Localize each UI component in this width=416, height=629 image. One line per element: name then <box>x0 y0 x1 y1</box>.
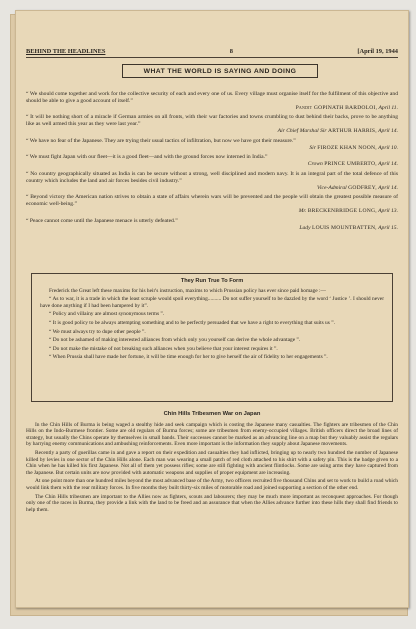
quote-attribution <box>26 185 398 192</box>
attribution-prefix: Sir <box>309 144 316 151</box>
section-title: WHAT THE WORLD IS SAYING AND DOING <box>143 67 297 75</box>
quote-date: April 13. <box>378 207 398 214</box>
quote-item <box>26 114 398 134</box>
quote-text: “ No country geographically situated as India is can be secure without a strong, well disciplined and modern navy. It is an integral part of the total defence of this country which includes the land and air forces besides civil industry.” <box>26 170 398 184</box>
article-paragraph: The Chin Hills tribesmen are important to the Allies now as fighters, scouts and labourers; they may be much more important as reconquest approaches. For though only one of the races in Burma, they provide a link with the land to be freed and an assurance that when the Allies advance further into these hills they shall find friends to help them. <box>26 493 398 513</box>
quote-attribution <box>26 161 398 168</box>
speaker-name: GODFREY, <box>348 184 377 191</box>
boxed-feature <box>31 273 393 402</box>
publication-title: BEHIND THE HEADLINES <box>26 48 106 55</box>
maxim: “ Do not make the mistake of not breaking such alliances when you believe that your interest requires it ”. <box>49 345 278 352</box>
maxim: “ When Prussia shall have made her fortune, it will be time enough for her to give herself the air of fidelity to her engagements ”. <box>49 354 328 361</box>
maxim: “ Policy and villainy are almost synonymous terms ”. <box>49 311 165 318</box>
quote-text: “ It will be nothing short of a miracle if German armies on all fronts, with their war factories and towns crumbling to dust behind their backs, prove to be anything like as well armed this year as they were last year.” <box>26 114 398 128</box>
article <box>26 411 398 515</box>
maxim: “ As to war, it is a trade in which the least scruple would spoil everything.......... Do not suffer yourself to be dazzled by the word ‘ Justice ’. I should never have done anything if I had been hampered by it”. <box>40 296 384 309</box>
speaker-name: ARTHUR HARRIS, <box>328 127 377 134</box>
quote-attribution <box>26 128 398 135</box>
quote-attribution <box>26 208 398 215</box>
article-paragraph: Recently a party of guerillas came in and gave a report on their expedition and casualties they had inflicted, bringing up to nearly two hundred the number of Japanese killed by levies in one sector of the Chin Hills alone. Each man was wearing a small patch of red cloth attached to his shirt with a safety pin. This is the badge given to a Chin when he has killed his first Japanese. Not all of them yet possess rifles; some are still fighting with ancient flintlocks. Some are using arms they have captured from the Japanese. But certain units are now provided with automatic weapons and supplies of proper equipment are increasing. <box>26 449 398 476</box>
speaker-name: FIROZE KHAN NOON, <box>317 144 377 151</box>
quote-text: “ We have no fear of the Japanese. They are trying their usual tactics of infiltration, but now we have got their measure.” <box>26 137 296 144</box>
attribution-prefix: Air Chief Marshal Sir <box>277 127 327 134</box>
quote-text: “ We must fight Japan with our fleet—it is a good fleet—and with the ground forces now interned in India.” <box>26 154 268 161</box>
article-paragraph: In the Chin Hills of Burma is being waged a stealthy hide and seek campaign which is costing the Japanese many casualties. The fighters are tribesmen of the Chin Hills on the Indo-Burmese frontier. Some are old regulars of Burma forces; some are tribesmen from enemy-occupied villages. British officers direct the broad lines of strategy, but usually the Chins operate by themselves in small bands. Their successes cannot be marked as an advancing line on a map but they valuably assist the regulars by harrying enemy communications and ambushing reinforcements. Even more important is the information they supply about Japanese movements. <box>26 421 398 448</box>
speaker-name: PRINCE UMBERTO, <box>324 161 377 168</box>
page-number: 8 <box>229 48 233 55</box>
quote-date: April 14. <box>378 127 398 134</box>
quote-date: April 15. <box>378 224 398 231</box>
quote-item <box>26 218 398 232</box>
section-title-box <box>122 64 318 78</box>
maxim: “ We must always try to dupe other people ”. <box>49 328 146 335</box>
speaker-name: LOUIS MOUNTBATTEN, <box>311 224 377 231</box>
quote-date: April 14. <box>378 184 398 191</box>
speaker-name: BRECKENBRIDGE LONG, <box>307 207 377 214</box>
quote-item <box>26 91 398 111</box>
quote-item <box>26 138 398 152</box>
quotes-list <box>26 91 398 234</box>
quote-item <box>26 194 398 214</box>
quote-date: April 10. <box>378 144 398 151</box>
quote-text: “ We should come together and work for the collective security of each and every one of us. Every village must organise itself for the fulfilment of this objective and should be able to give a good account of itself.” <box>26 91 398 104</box>
attribution-prefix: Lady <box>299 224 311 231</box>
newspaper-page <box>15 10 409 608</box>
quote-date: April 14. <box>378 161 398 168</box>
page-header <box>26 48 398 58</box>
quote-item <box>26 171 398 191</box>
attribution-prefix: Mr. <box>298 207 307 214</box>
quote-item <box>26 154 398 168</box>
quote-date: April 11. <box>378 104 398 111</box>
quote-text: “ Peace cannot come until the Japanese menace is utterly defeated.” <box>26 217 178 224</box>
quote-text: “ Beyond victory the American nation strives to obtain a state of affairs wherein wars will be prevented and the people will obtain the greatest possible measure of economic well-being.” <box>26 194 398 208</box>
article-paragraph: At one point more than one hundred miles beyond the most advanced base of the Army, two officers recruited five thousand Chins and set to work to build a road which would link them with the rear military forces. In five months they built thirty-six miles of motorable road and joined supporting a section of the other end. <box>26 478 398 491</box>
article-title: Chin Hills Tribesmen War on Japan <box>163 411 261 417</box>
boxed-intro: Frederick the Great left these maxims for his heir's instruction, maxims to which Prussian policy has ever since paid homage :— <box>49 287 326 294</box>
quote-attribution <box>26 225 398 232</box>
maxim: “ Do not be ashamed of making interested alliances from which only you yourself can derive the whole advantage ”. <box>49 337 301 344</box>
attribution-prefix: Vice-Admiral <box>316 184 347 191</box>
quote-attribution <box>26 145 398 152</box>
quote-attribution <box>26 105 398 112</box>
issue-date: [April 19, 1944 <box>357 48 398 55</box>
maxim: “ It is good policy to be always attempting something and to be perfectly persuaded that we have a right to everything that suits us ”. <box>49 319 335 326</box>
speaker-name: Pandit GOPINATH BARDOLOI, <box>295 104 378 111</box>
boxed-feature-title: They Run True To Form <box>180 278 244 284</box>
attribution-prefix: Crown <box>307 161 323 168</box>
